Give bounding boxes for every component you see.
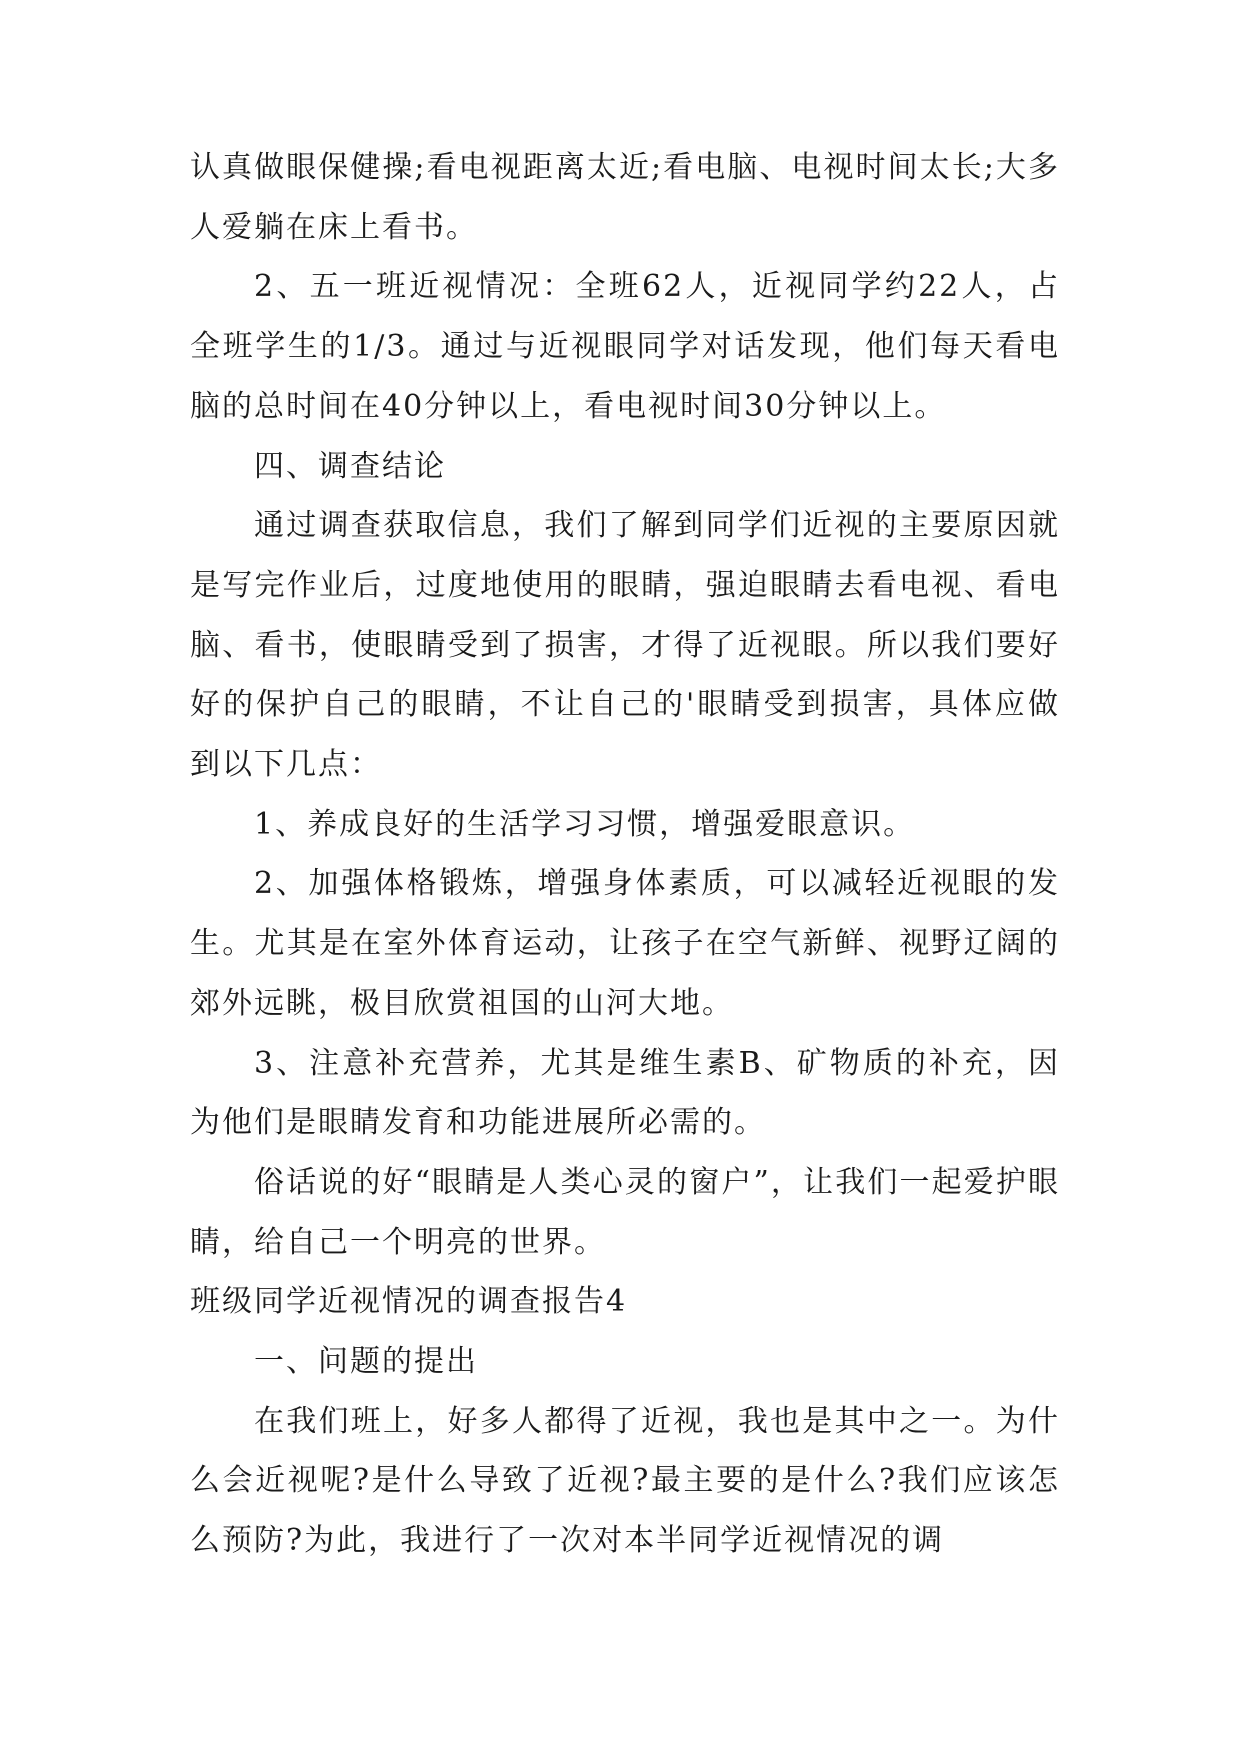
- paragraph-conclusion: 通过调查获取信息，我们了解到同学们近视的主要原因就是写完作业后，过度地使用的眼睛，强迫眼睛去看电视、看电脑、看书，使眼睛受到了损害，才得了近视眼。所以我们要好好的保护自己的眼睛，不让自己的'眼睛受到损害，具体应做到以下几点：: [190, 508, 1060, 783]
- paragraph-problem: 在我们班上，好多人都得了近视，我也是其中之一。为什么会近视呢?是什么导致了近视?最主要的是什么?我们应该怎么预防?为此，我进行了一次对本半同学近视情况的调: [190, 1403, 1060, 1559]
- document-body: [190, 138, 1060, 1571]
- report-title-4: 班级同学近视情况的调查报告4: [190, 1284, 628, 1320]
- list-item-2: 2、加强体格锻炼，增强身体素质，可以减轻近视眼的发生。尤其是在室外体育运动，让孩子在空气新鲜、视野辽阔的郊外远眺，极目欣赏祖国的山河大地。: [190, 866, 1060, 1021]
- paragraph-closing: 俗话说的好“眼睛是人类心灵的窗户”，让我们一起爱护眼睛，给自己一个明亮的世界。: [190, 1164, 1060, 1260]
- list-item-1: 1、养成良好的生活学习习惯，增强爱眼意识。: [254, 806, 916, 842]
- list-item-3: 3、注意补充营养，尤其是维生素B、矿物质的补充，因为他们是眼睛发育和功能进展所必需的。: [190, 1045, 1060, 1141]
- section-heading-conclusion: 四、调查结论: [254, 448, 446, 484]
- paragraph-class-myopia-stats: 2、五一班近视情况：全班62人，近视同学约22人，占全班学生的1/3。通过与近视眼同学对话发现，他们每天看电脑的总时间在40分钟以上，看电视时间30分钟以上。: [190, 269, 1060, 424]
- section-heading-problem: 一、问题的提出: [254, 1344, 478, 1380]
- paragraph-eye-habits: 认真做眼保健操;看电视距离太近;看电脑、电视时间太长;大多人爱躺在床上看书。: [190, 150, 1060, 245]
